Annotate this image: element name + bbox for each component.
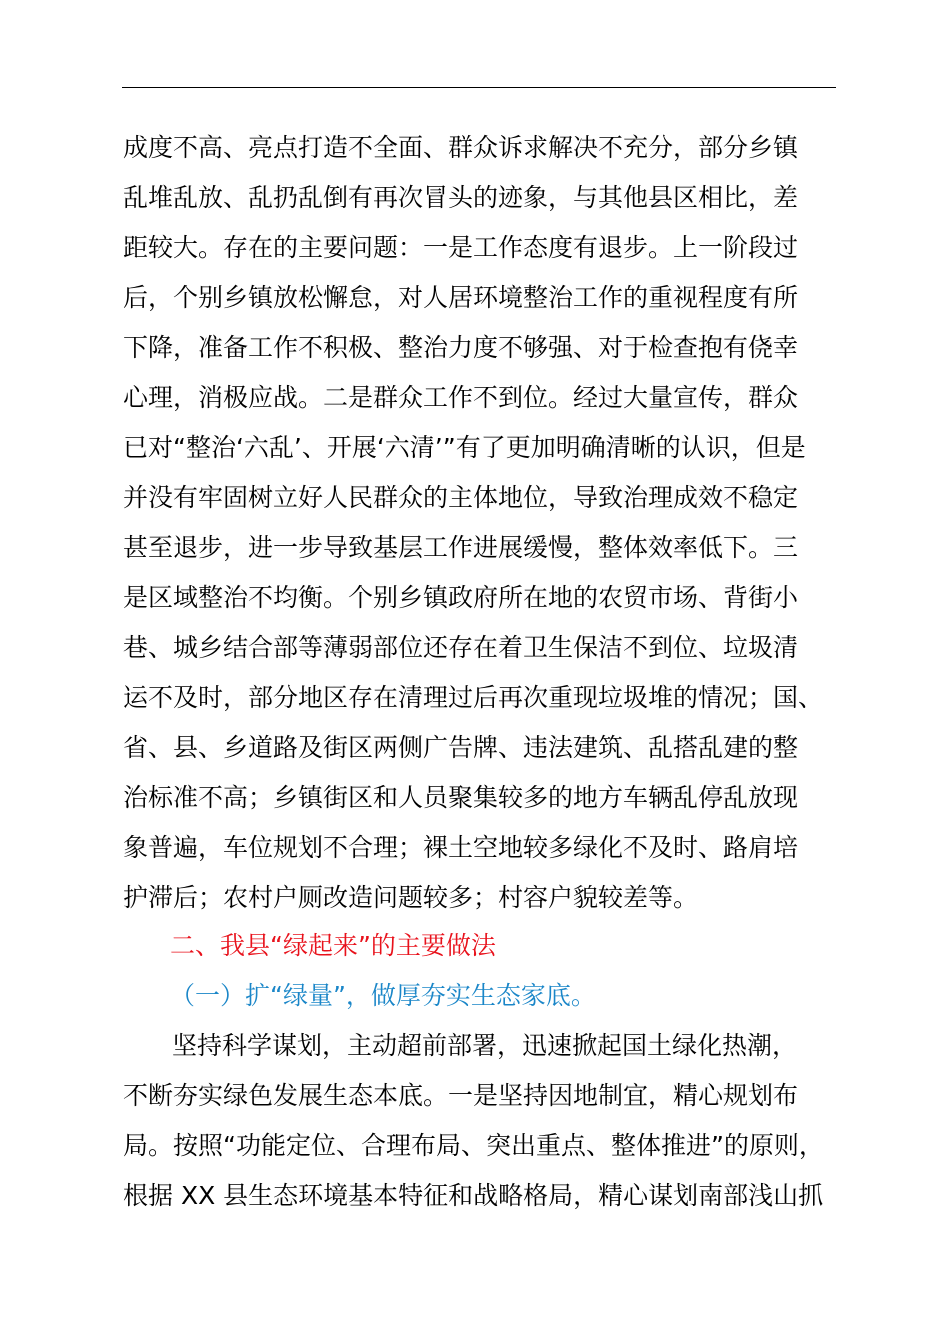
body-line: 后，个别乡镇放松懈怠，对人居环境整治工作的重视程度有所	[123, 283, 799, 312]
section-heading: 二、我县“绿起来”的主要做法	[170, 931, 496, 960]
body-line: 不断夯实绿色发展生态本底。一是坚持因地制宜，精心规划布	[123, 1081, 799, 1110]
body-line: 治标准不高；乡镇街区和人员聚集较多的地方车辆乱停乱放现	[123, 783, 799, 812]
body-line: 是区域整治不均衡。个别乡镇政府所在地的农贸市场、背街小	[123, 583, 799, 612]
body-line: 距较大。存在的主要问题：一是工作态度有退步。上一阶段过	[123, 233, 799, 262]
sub-heading: （一）扩“绿量”，做厚夯实生态家底。	[170, 981, 596, 1010]
body-line: 运不及时，部分地区存在清理过后再次重现垃圾堆的情况；国、	[123, 683, 824, 712]
body-line: 乱堆乱放、乱扔乱倒有再次冒头的迹象，与其他县区相比，差	[123, 183, 799, 212]
body-line: 心理，消极应战。二是群众工作不到位。经过大量宣传，群众	[123, 383, 799, 412]
body-line: 成度不高、亮点打造不全面、群众诉求解决不充分，部分乡镇	[123, 133, 799, 162]
body-line: 并没有牢固树立好人民群众的主体地位，导致治理成效不稳定	[123, 483, 799, 512]
body-line: 省、县、乡道路及街区两侧广告牌、违法建筑、乱搭乱建的整	[123, 733, 799, 762]
body-line: 已对“整治‘六乱’、开展‘六清’”有了更加明确清晰的认识，但是	[123, 433, 806, 462]
body-line: 根据 XX 县生态环境基本特征和战略格局，精心谋划南部浅山抓	[123, 1181, 824, 1210]
body-line: 护滞后；农村户厕改造问题较多；村容户貌较差等。	[123, 883, 699, 912]
body-line: 巷、城乡结合部等薄弱部位还存在着卫生保洁不到位、垃圾清	[123, 633, 799, 662]
body-line: 甚至退步，进一步导致基层工作进展缓慢，整体效率低下。三	[123, 533, 799, 562]
body-line: 下降，准备工作不积极、整治力度不够强、对于检查抱有侥幸	[123, 333, 799, 362]
header-rule	[122, 87, 836, 88]
body-line: 象普遍，车位规划不合理；裸土空地较多绿化不及时、路肩培	[123, 833, 799, 862]
body-line: 坚持科学谋划，主动超前部署，迅速掀起国土绿化热潮，	[172, 1031, 798, 1060]
body-line: 局。按照“功能定位、合理布局、突出重点、整体推进”的原则，	[123, 1131, 824, 1160]
